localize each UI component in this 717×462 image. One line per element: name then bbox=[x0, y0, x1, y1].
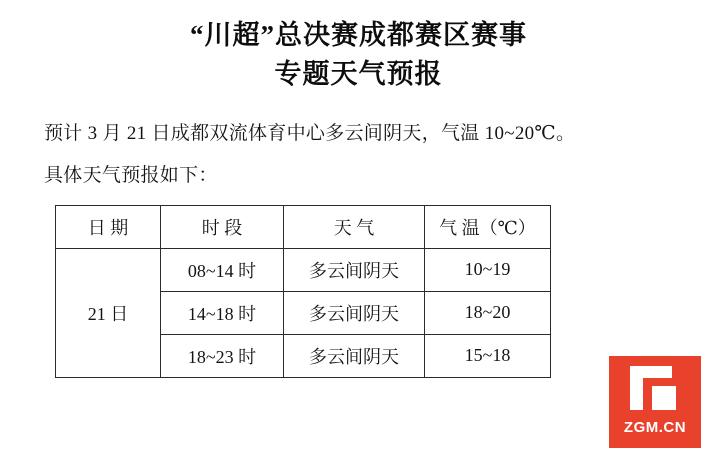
cell-temperature: 15~18 bbox=[425, 334, 551, 377]
watermark-logo bbox=[609, 356, 701, 448]
cell-temperature: 10~19 bbox=[425, 248, 551, 291]
document-body bbox=[0, 118, 717, 191]
logo-bar-top bbox=[643, 366, 672, 378]
header-cell-date: 日 期 bbox=[56, 205, 161, 248]
cell-time: 14~18 时 bbox=[161, 291, 284, 334]
cell-temperature: 18~20 bbox=[425, 291, 551, 334]
cell-weather: 多云间阴天 bbox=[284, 291, 425, 334]
cell-weather: 多云间阴天 bbox=[284, 248, 425, 291]
logo-bar-left bbox=[630, 366, 643, 410]
logo-square bbox=[652, 386, 676, 410]
title-line-1: “川超”总决赛成都赛区赛事 bbox=[190, 20, 527, 50]
forecast-table bbox=[55, 205, 551, 378]
logo-mark-icon bbox=[630, 366, 680, 410]
table-row bbox=[56, 248, 551, 291]
header-cell-time: 时 段 bbox=[161, 205, 284, 248]
cell-time: 18~23 时 bbox=[161, 334, 284, 377]
watermark-text: ZGM.CN bbox=[623, 419, 687, 436]
forecast-summary-paragraph: 预计 3 月 21 日成都双流体育中心多云间阴天，气温 10~20℃。 bbox=[44, 123, 576, 145]
forecast-intro-paragraph: 具体天气预报如下： bbox=[44, 164, 218, 186]
document-title bbox=[0, 0, 717, 94]
cell-weather: 多云间阴天 bbox=[284, 334, 425, 377]
header-cell-temperature: 气 温（℃） bbox=[425, 205, 551, 248]
forecast-table-wrapper bbox=[0, 205, 717, 378]
cell-date: 21 日 bbox=[56, 248, 161, 377]
table-header-row bbox=[56, 205, 551, 248]
title-line-2: 专题天气预报 bbox=[274, 59, 443, 90]
cell-time: 08~14 时 bbox=[161, 248, 284, 291]
header-cell-weather: 天 气 bbox=[284, 205, 425, 248]
